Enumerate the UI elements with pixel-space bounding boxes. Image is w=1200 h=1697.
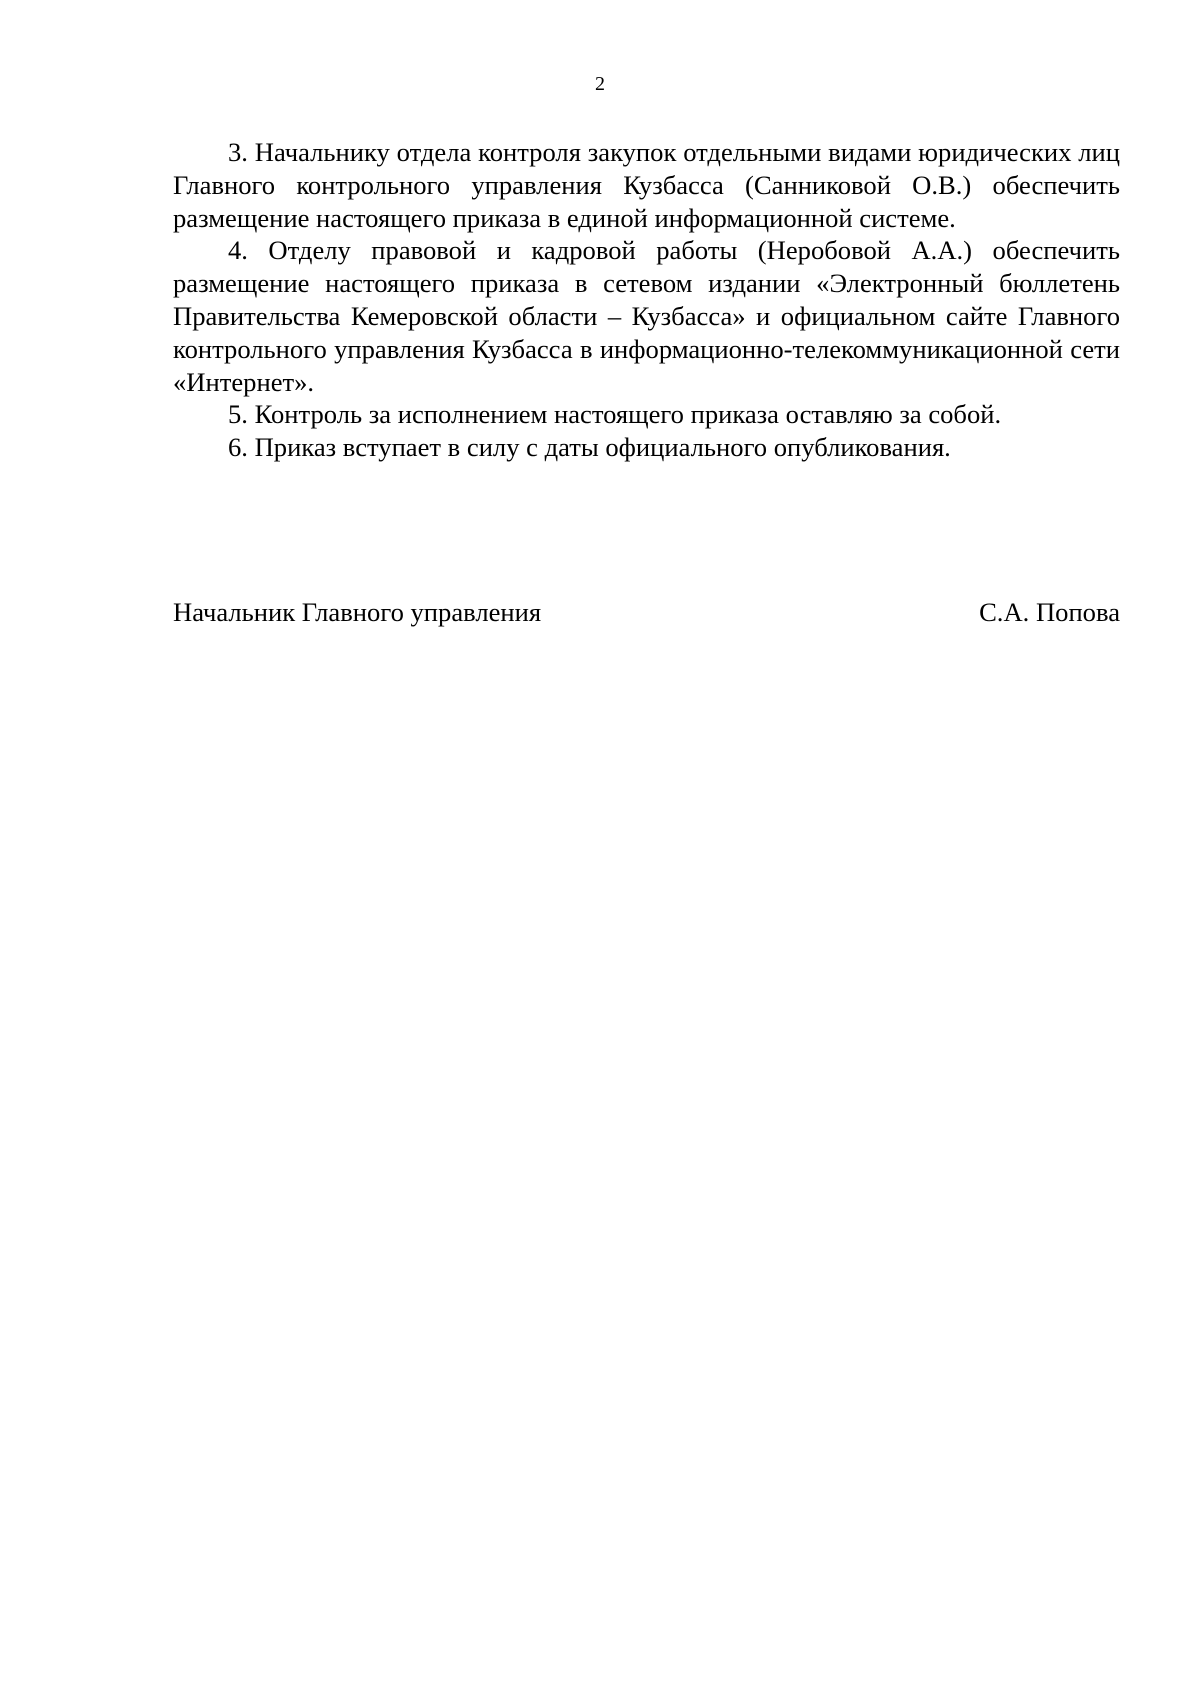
signatory-position: Начальник Главного управления xyxy=(173,597,542,627)
document-body xyxy=(173,136,1120,464)
page-number: 2 xyxy=(595,73,605,95)
paragraph-item-5: 5. Контроль за исполнением настоящего приказа оставляю за собой. xyxy=(228,399,1002,430)
signature-block xyxy=(173,596,1120,629)
paragraph-item-4: 4. Отделу правовой и кадровой работы (Неробовой А.А.) обеспечить размещение настоящего приказа в сетевом издании «Электронный бюллетень Правительства Кемеровской области – Кузбасса» и официальном сайте Главного контрольного управления Кузбасса в информационно-телекоммуникационной сети «Интернет». xyxy=(173,235,1120,397)
paragraph-item-3: 3. Начальнику отдела контроля закупок отдельными видами юридических лиц Главного контрольного управления Кузбасса (Санниковой О.В.) обеспечить размещение настоящего приказа в единой информационной системе. xyxy=(173,137,1120,233)
signatory-name: С.А. Попова xyxy=(979,597,1120,627)
paragraph-item-6: 6. Приказ вступает в силу с даты официального опубликования. xyxy=(228,432,951,463)
